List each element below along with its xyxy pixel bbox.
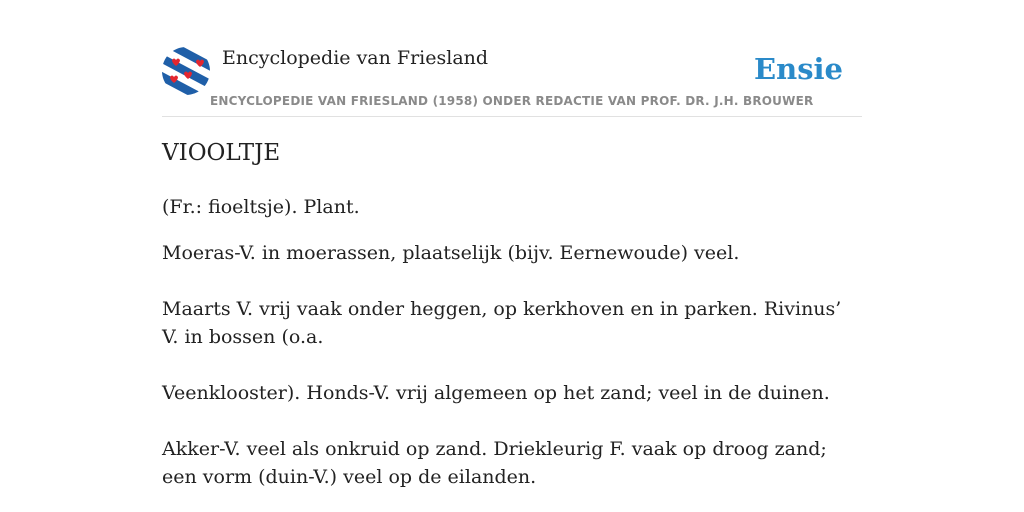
entry-paragraph: Moeras-V. in moerassen, plaatselijk (bijv. Eernewoude) veel. [162, 242, 740, 264]
frisian-flag-logo-icon[interactable] [162, 47, 210, 95]
source-name[interactable]: Encyclopedie van Friesland [222, 47, 489, 69]
entry-paragraph: Veenklooster). Honds-V. vrij algemeen op het zand; veel in de duinen. [162, 382, 830, 404]
entry-paragraph: (Fr.: fioeltsje). Plant. [162, 196, 360, 218]
entry-title: VIOOLTJE [162, 140, 281, 166]
source-subtitle: ENCYCLOPEDIE VAN FRIESLAND (1958) ONDER REDACTIE VAN PROF. DR. J.H. BROUWER [210, 94, 814, 108]
entry-paragraph: Maarts V. vrij vaak onder heggen, op kerkhoven en in parken. Rivinus’ V. in bossen (o.a. [162, 298, 842, 348]
entry-paragraph: Akker-V. veel als onkruid op zand. Driekleurig F. vaak op droog zand; een vorm (duin-V.) veel op de eilanden. [162, 438, 827, 488]
entry-body [162, 193, 862, 491]
page-header [162, 44, 862, 117]
brand-logo-text[interactable]: Ensie [754, 52, 843, 86]
